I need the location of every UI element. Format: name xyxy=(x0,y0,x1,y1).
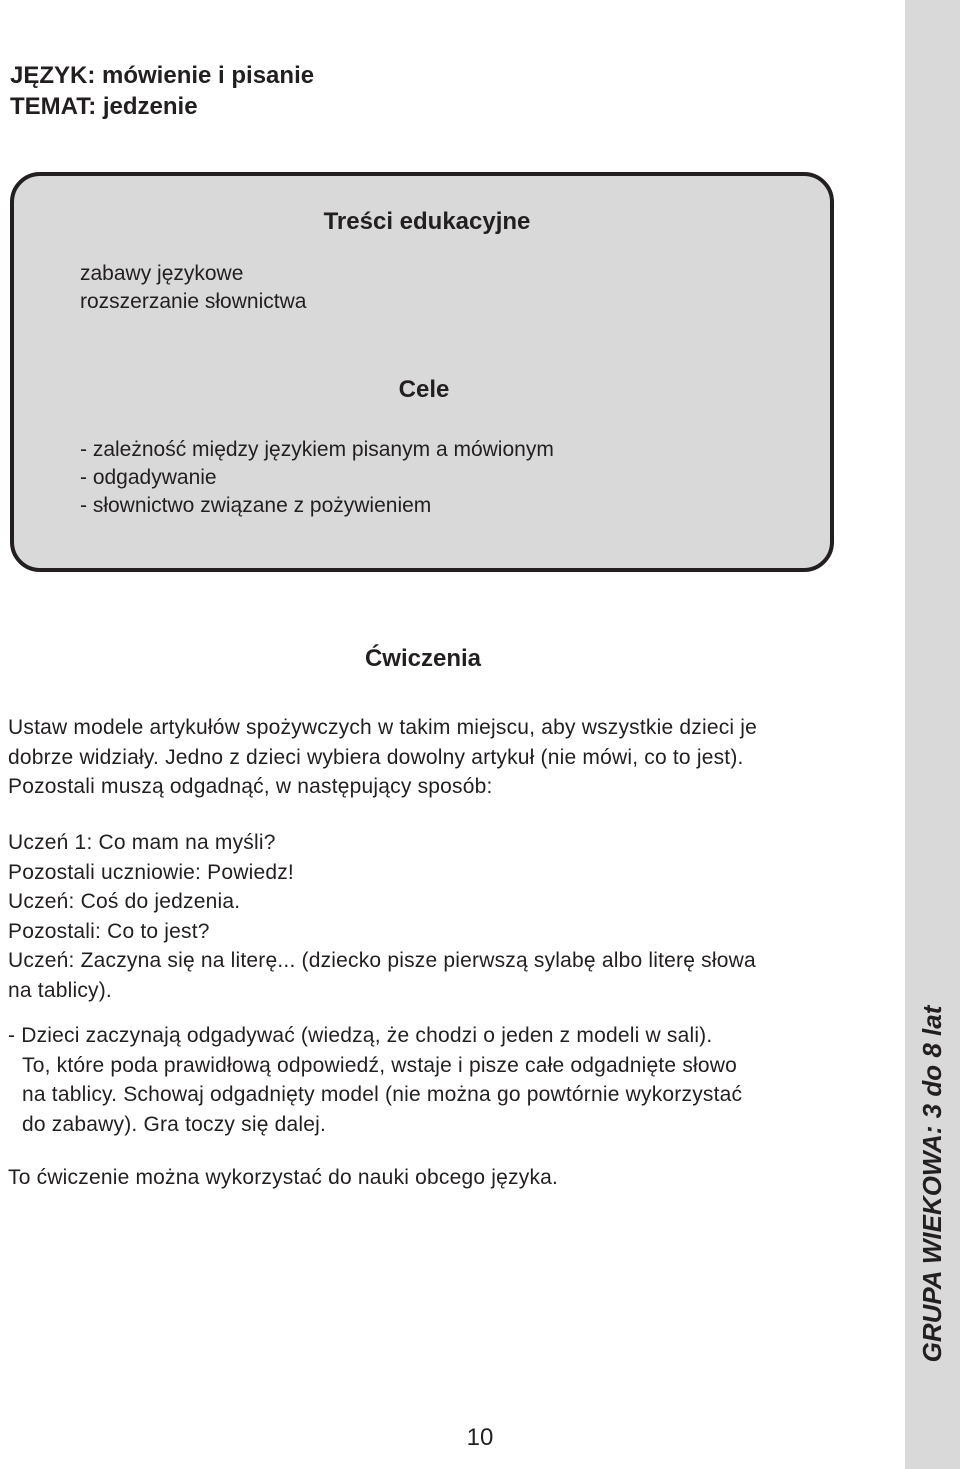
cele-heading: Cele xyxy=(398,376,450,403)
dialog-line: Uczeń 1: Co mam na myśli? xyxy=(8,831,276,854)
text-line: To, które poda prawidłową odpowiedź, wstaje i pisze całe odgadnięte słowo xyxy=(22,1053,738,1077)
text-line: na tablicy. Schowaj odgadnięty model (nie można go powtórnie wykorzystać xyxy=(22,1083,743,1106)
instructions-paragraph xyxy=(8,1021,893,1139)
intro-paragraph xyxy=(8,713,893,802)
page-header xyxy=(10,60,314,122)
page-number: 10 xyxy=(466,1424,494,1451)
dialog-line: na tablicy). xyxy=(8,978,112,1002)
dialog-line: Pozostali uczniowie: Powiedz! xyxy=(8,860,294,884)
closing-note: To ćwiczenie można wykorzystać do nauki obcego języka. xyxy=(8,1166,559,1189)
dialog-line: Pozostali: Co to jest? xyxy=(8,919,210,943)
dialog-line: Uczeń: Zaczyna się na literę... (dziecko pisze pierwszą sylabę albo literę słowa xyxy=(8,949,756,972)
text-line: Ustaw modele artykułów spożywczych w takim miejscu, aby wszystkie dzieci je xyxy=(8,716,758,739)
tresci-list xyxy=(80,260,306,316)
info-box xyxy=(10,172,834,572)
cwiczenia-title: Ćwiczenia xyxy=(364,645,482,672)
dialog-block xyxy=(8,828,893,1005)
list-item: - zależność między językiem pisanym a mówionym xyxy=(80,438,554,461)
list-item: zabawy językowe xyxy=(80,262,244,285)
subject-heading: JĘZYK: mówienie i pisanie xyxy=(10,62,315,89)
list-item: - odgadywanie xyxy=(80,466,217,489)
text-line: dobrze widziały. Jedno z dzieci wybiera dowolny artykuł (nie mówi, co to jest). xyxy=(8,745,744,769)
list-item: rozszerzanie słownictwa xyxy=(80,290,307,313)
tresci-heading: Treści edukacyjne xyxy=(323,208,531,235)
topic-heading: TEMAT: jedzenie xyxy=(10,93,198,120)
text-line: - Dzieci zaczynają odgadywać (wiedzą, że chodzi o jeden z modeli w sali). xyxy=(8,1024,713,1047)
text-line: Pozostali muszą odgadnąć, w następujący sposób: xyxy=(8,775,493,798)
dialog-line: Uczeń: Coś do jedzenia. xyxy=(8,890,241,913)
list-item: - słownictwo związane z pożywieniem xyxy=(80,494,432,517)
cele-list xyxy=(80,436,554,520)
text-line: do zabawy). Gra toczy się dalej. xyxy=(22,1112,327,1136)
age-group-label: GRUPA WIEKOWA: 3 do 8 lat xyxy=(917,1005,947,1363)
